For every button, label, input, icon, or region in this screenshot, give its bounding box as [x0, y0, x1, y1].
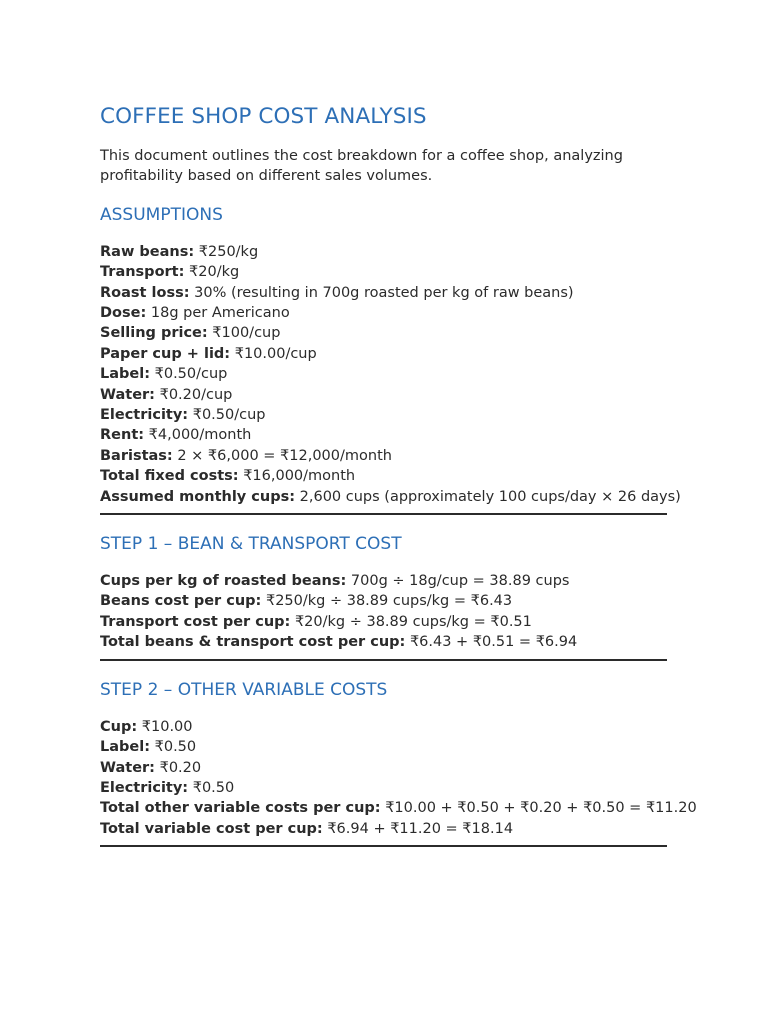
item-label: Label:: [100, 739, 151, 756]
list-item: [100, 571, 667, 591]
item-value: ₹250/kg ÷ 38.89 cups/kg = ₹6.43: [265, 593, 513, 610]
item-value: ₹0.20/cup: [159, 386, 233, 403]
document-title: COFFEE SHOP COST ANALYSIS: [100, 104, 427, 129]
item-label: Total beans & transport cost per cup:: [100, 634, 406, 651]
list-item: [100, 487, 681, 507]
list-item: [100, 778, 667, 798]
item-value: ₹0.50/cup: [192, 407, 266, 424]
list-item: [100, 283, 667, 303]
section-divider: [100, 845, 667, 847]
section-heading: ASSUMPTIONS: [100, 204, 223, 225]
item-label: Assumed monthly cups:: [100, 488, 296, 505]
item-value: ₹20/kg: [189, 264, 240, 281]
item-label: Electricity:: [100, 779, 189, 796]
item-label: Beans cost per cup:: [100, 593, 262, 610]
item-value: ₹16,000/month: [243, 468, 356, 485]
list-item: [100, 717, 667, 737]
section-divider: [100, 659, 667, 661]
item-label: Cup:: [100, 718, 138, 735]
sections-container: [100, 204, 697, 847]
item-value: 2 × ₹6,000 = ₹12,000/month: [177, 447, 392, 464]
item-label: Total other variable costs per cup:: [100, 800, 381, 817]
item-value: ₹100/cup: [212, 325, 281, 342]
list-item: [100, 385, 667, 405]
list-item: [100, 262, 667, 282]
list-item: [100, 364, 667, 384]
item-label: Rent:: [100, 427, 145, 444]
item-label: Dose:: [100, 305, 147, 322]
list-item: [100, 737, 667, 757]
list-item: [100, 612, 667, 632]
item-label: Paper cup + lid:: [100, 345, 231, 362]
list-item: [100, 242, 667, 262]
item-label: Raw beans:: [100, 243, 195, 260]
item-value: ₹6.43 + ₹0.51 = ₹6.94: [409, 634, 578, 651]
list-item: [100, 591, 667, 611]
item-value: ₹10.00/cup: [234, 345, 317, 362]
item-label: Label:: [100, 366, 151, 383]
item-label: Cups per kg of roasted beans:: [100, 573, 347, 590]
item-value: ₹0.50: [192, 779, 235, 796]
section-item-list: [100, 242, 681, 507]
section-item-list: [100, 717, 697, 839]
item-value: ₹250/kg: [198, 243, 259, 260]
item-value: 2,600 cups (approximately 100 cups/day × 26 days): [299, 488, 681, 505]
list-item: [100, 446, 667, 466]
item-value: ₹0.50: [154, 739, 197, 756]
item-value: ₹0.50/cup: [154, 366, 228, 383]
item-value: 30% (resulting in 700g roasted per kg of raw beans): [194, 284, 574, 301]
item-label: Transport cost per cup:: [100, 613, 291, 630]
list-item: [100, 798, 697, 818]
section-item-list: [100, 571, 667, 653]
item-label: Water:: [100, 759, 155, 776]
item-value: ₹10.00: [141, 718, 193, 735]
item-value: ₹4,000/month: [148, 427, 252, 444]
list-item: [100, 323, 667, 343]
section-heading: STEP 1 – BEAN & TRANSPORT COST: [100, 534, 402, 555]
intro-paragraph: This document outlines the cost breakdown for a coffee shop, analyzing profitability based on different sales volumes.: [100, 147, 623, 185]
item-label: Total variable cost per cup:: [100, 820, 323, 837]
document-page: [100, 104, 697, 847]
list-item: [100, 632, 667, 652]
list-item: [100, 303, 667, 323]
section-divider: [100, 513, 667, 515]
list-item: [100, 819, 667, 839]
item-label: Selling price:: [100, 325, 208, 342]
item-value: ₹20/kg ÷ 38.89 cups/kg = ₹0.51: [294, 613, 532, 630]
item-label: Total fixed costs:: [100, 468, 239, 485]
item-label: Transport:: [100, 264, 185, 281]
item-value: ₹0.20: [159, 759, 202, 776]
item-label: Water:: [100, 386, 155, 403]
item-value: 18g per Americano: [150, 305, 290, 322]
item-label: Roast loss:: [100, 284, 190, 301]
list-item: [100, 344, 667, 364]
item-value: ₹10.00 + ₹0.50 + ₹0.20 + ₹0.50 = ₹11.20: [385, 800, 697, 817]
item-label: Electricity:: [100, 407, 189, 424]
item-value: 700g ÷ 18g/cup = 38.89 cups: [350, 573, 570, 590]
section-heading: STEP 2 – OTHER VARIABLE COSTS: [100, 679, 388, 700]
list-item: [100, 758, 667, 778]
item-value: ₹6.94 + ₹11.20 = ₹18.14: [327, 820, 514, 837]
item-label: Baristas:: [100, 447, 173, 464]
list-item: [100, 466, 667, 486]
list-item: [100, 405, 667, 425]
list-item: [100, 425, 667, 445]
